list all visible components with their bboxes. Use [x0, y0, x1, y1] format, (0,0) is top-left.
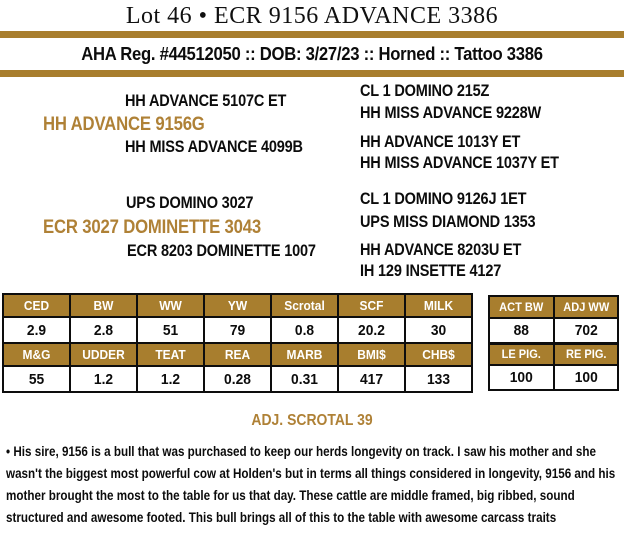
epd-table [2, 293, 473, 393]
epd-header-cell [271, 343, 338, 366]
weights-value-row [489, 318, 618, 343]
epd-value-cell [405, 366, 472, 392]
epd-value-cell [3, 317, 70, 343]
sale-notes-section [0, 440, 624, 528]
pedigree-dam-granddam: ECR 8203 DOMINETTE 1007 [127, 242, 316, 260]
pedigree-dam-ggparent: HH ADVANCE 8203U ET [360, 241, 522, 259]
epd-header-cell [338, 343, 405, 366]
pedigree-sire-ggparent: HH MISS ADVANCE 9228W [360, 104, 542, 122]
epd-value-mg: 55 [28, 370, 45, 388]
epd-header-mg: M&G [22, 347, 51, 362]
epd-header-cell [70, 294, 137, 317]
epd-header-yw: YW [227, 298, 248, 313]
epd-header-cell [271, 294, 338, 317]
epd-header-ww: WW [159, 298, 182, 313]
epd-value-cell [70, 317, 137, 343]
weights-header-row [489, 343, 618, 365]
epd-header-cell [3, 343, 70, 366]
adj-scrotal-note: ADJ. SCROTAL 39 [251, 412, 373, 429]
weights-header-cell [554, 343, 619, 365]
epd-value-row [3, 366, 472, 392]
pedigree-sire-ggparent: HH MISS ADVANCE 1037Y ET [360, 154, 559, 172]
weights-header-row [489, 296, 618, 318]
epd-value-cell [3, 366, 70, 392]
epd-value-cell [204, 317, 271, 343]
epd-value-row [3, 317, 472, 343]
weights-value-cell [554, 318, 619, 343]
weights-header-le-pig: LE PIG. [501, 347, 541, 362]
weights-header-cell [554, 296, 619, 318]
epd-value-cell [271, 317, 338, 343]
epd-header-cell [137, 294, 204, 317]
pedigree-sire-ggparent: CL 1 DOMINO 215Z [360, 82, 490, 100]
epd-value-bmi: 417 [359, 370, 384, 388]
epd-value-cell [338, 366, 405, 392]
epd-header-teat: TEAT [155, 347, 186, 362]
weights-header-re-pig: RE PIG. [565, 347, 606, 362]
epd-value-scrotal: 0.8 [294, 321, 315, 339]
pedigree-dam-ggparent: CL 1 DOMINO 9126J 1ET [360, 190, 527, 208]
epd-value-cell [338, 317, 405, 343]
weights-value-le-pig: 100 [509, 369, 533, 386]
weights-value-adj-ww: 702 [574, 321, 598, 339]
weights-header-cell [489, 296, 554, 318]
epd-header-marb: MARB [286, 347, 323, 362]
divider-bar-bottom [0, 70, 624, 77]
epd-value-ced: 2.9 [26, 321, 47, 339]
epd-value-cell [70, 366, 137, 392]
weights-header-act-bw: ACT BW [499, 300, 544, 314]
epd-header-cell [204, 294, 271, 317]
epd-value-chb: 133 [426, 370, 451, 388]
weights-value-re-pig: 100 [574, 369, 598, 386]
epd-header-row [3, 294, 472, 317]
epd-value-cell [204, 366, 271, 392]
epd-header-cell [137, 343, 204, 366]
epd-header-cell [405, 343, 472, 366]
epd-header-cell [3, 294, 70, 317]
registration-line: AHA Reg. #44512050 :: DOB: 3/27/23 :: Horned :: Tattoo 3386 [81, 43, 543, 64]
weights-value-act-bw: 88 [513, 321, 529, 339]
pedigree-sire-name: HH ADVANCE 9156G [43, 114, 205, 135]
epd-value-teat: 1.2 [160, 370, 181, 388]
epd-value-cell [271, 366, 338, 392]
page-title: Lot 46 • ECR 9156 ADVANCE 3386 [125, 3, 499, 29]
weights-value-cell [489, 318, 554, 343]
epd-header-bw: BW [93, 298, 114, 313]
weights-value-cell [489, 365, 554, 390]
catalog-page [0, 2, 624, 560]
epd-value-rea: 0.28 [224, 370, 251, 388]
epd-header-scrotal: Scrotal [284, 298, 325, 313]
epd-header-row [3, 343, 472, 366]
epd-header-ced: CED [23, 298, 50, 313]
epd-header-cell [70, 343, 137, 366]
epd-header-scf: SCF [359, 298, 384, 313]
epd-value-yw: 79 [229, 321, 246, 339]
weights-header-cell [489, 343, 554, 365]
epd-header-bmi: BMI$ [357, 347, 386, 362]
weights-value-cell [554, 365, 619, 390]
epd-header-chb: CHB$ [422, 347, 455, 362]
pedigree-sire-ggparent: HH ADVANCE 1013Y ET [360, 133, 521, 151]
epd-value-bw: 2.8 [93, 321, 114, 339]
weights-header-adj-ww: ADJ WW [562, 300, 609, 314]
pedigree-dam-ggparent: UPS MISS DIAMOND 1353 [360, 213, 536, 231]
tables-section [0, 293, 624, 401]
epd-header-cell [405, 294, 472, 317]
epd-header-cell [338, 294, 405, 317]
epd-header-rea: REA [224, 347, 251, 362]
pedigree-section [0, 78, 624, 293]
epd-value-cell [405, 317, 472, 343]
epd-value-ww: 51 [162, 321, 179, 339]
pedigree-dam-ggparent: IH 129 INSETTE 4127 [360, 262, 502, 280]
epd-value-milk: 30 [430, 321, 447, 339]
pedigree-dam-name: ECR 3027 DOMINETTE 3043 [43, 217, 262, 238]
epd-value-cell [137, 366, 204, 392]
pedigree-sire-granddam: HH MISS ADVANCE 4099B [125, 138, 303, 156]
weights-value-row [489, 365, 618, 390]
pedigree-sire-grandsire: HH ADVANCE 5107C ET [125, 92, 287, 110]
epd-header-milk: MILK [423, 298, 454, 313]
sale-notes-text: • His sire, 9156 is a bull that was purchased to keep our herds longevity on track. I saw his mother and she wasn't the biggest most powerful cow at Holden's but in terms all things considered in longevity, 9156 and his mother brought the most to the table for us that day. These cattle are middle framed, big ribbed, sound structured and awesome footed. This bull brings all of this to the table with awesome carcass traits [6, 443, 616, 525]
epd-header-cell [204, 343, 271, 366]
epd-value-udder: 1.2 [93, 370, 114, 388]
weights-table [488, 295, 619, 391]
pedigree-dam-grandsire: UPS DOMINO 3027 [126, 194, 254, 212]
divider-bar-top [0, 31, 624, 38]
epd-value-marb: 0.31 [291, 370, 318, 388]
epd-value-cell [137, 317, 204, 343]
epd-header-udder: UDDER [82, 347, 125, 362]
epd-value-scf: 20.2 [358, 321, 385, 339]
